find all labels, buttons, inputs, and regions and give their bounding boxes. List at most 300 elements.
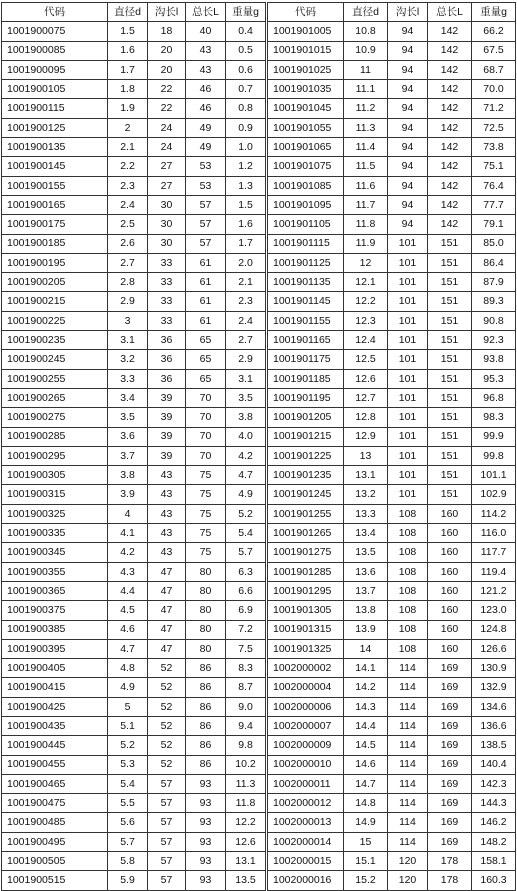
cell-diameter: 10.8 <box>344 22 388 41</box>
cell-flute-length: 101 <box>388 446 428 465</box>
cell-total-length: 178 <box>428 852 472 871</box>
cell-weight: 3.1 <box>226 369 266 388</box>
cell-flute-length: 108 <box>388 620 428 639</box>
cell-flute-length: 47 <box>148 562 186 581</box>
cell-diameter: 14.2 <box>344 678 388 697</box>
cell-flute-length: 94 <box>388 176 428 195</box>
cell-code: 1001900115 <box>2 99 108 118</box>
cell-diameter: 14.5 <box>344 736 388 755</box>
cell-code: 1001901125 <box>268 253 344 272</box>
cell-diameter: 15.1 <box>344 852 388 871</box>
cell-code: 1001900075 <box>2 22 108 41</box>
cell-diameter: 13.4 <box>344 524 388 543</box>
header-total-length: 总长L <box>186 3 226 22</box>
cell-total-length: 151 <box>428 408 472 427</box>
cell-diameter: 5.7 <box>108 832 148 851</box>
table-row <box>268 138 516 157</box>
table-row <box>268 176 516 195</box>
cell-total-length: 70 <box>186 408 226 427</box>
cell-diameter: 3.6 <box>108 427 148 446</box>
cell-total-length: 142 <box>428 118 472 137</box>
cell-weight: 142.3 <box>472 774 516 793</box>
cell-code: 1001900495 <box>2 832 108 851</box>
cell-weight: 9.4 <box>226 716 266 735</box>
table-row <box>2 697 266 716</box>
cell-total-length: 142 <box>428 215 472 234</box>
table-row <box>268 369 516 388</box>
table-row <box>268 813 516 832</box>
cell-diameter: 11.9 <box>344 234 388 253</box>
table-row <box>268 852 516 871</box>
cell-code: 1002000002 <box>268 659 344 678</box>
table-row <box>268 543 516 562</box>
cell-code: 1001900515 <box>2 871 108 890</box>
cell-weight: 75.1 <box>472 157 516 176</box>
cell-weight: 71.2 <box>472 99 516 118</box>
cell-total-length: 43 <box>186 60 226 79</box>
cell-weight: 98.3 <box>472 408 516 427</box>
cell-weight: 6.9 <box>226 601 266 620</box>
cell-flute-length: 20 <box>148 41 186 60</box>
cell-weight: 99.8 <box>472 446 516 465</box>
cell-flute-length: 94 <box>388 80 428 99</box>
cell-diameter: 5.4 <box>108 774 148 793</box>
cell-flute-length: 52 <box>148 659 186 678</box>
cell-total-length: 151 <box>428 292 472 311</box>
cell-diameter: 3.5 <box>108 408 148 427</box>
cell-weight: 1.5 <box>226 195 266 214</box>
table-row <box>2 80 266 99</box>
cell-weight: 146.2 <box>472 813 516 832</box>
cell-diameter: 13.5 <box>344 543 388 562</box>
table-row <box>2 601 266 620</box>
table-row <box>2 41 266 60</box>
cell-diameter: 3 <box>108 311 148 330</box>
table-row <box>268 80 516 99</box>
cell-flute-length: 101 <box>388 234 428 253</box>
cell-diameter: 2.3 <box>108 176 148 195</box>
table-row <box>268 562 516 581</box>
cell-code: 1002000004 <box>268 678 344 697</box>
cell-total-length: 80 <box>186 601 226 620</box>
table-row <box>2 716 266 735</box>
cell-total-length: 61 <box>186 311 226 330</box>
cell-flute-length: 108 <box>388 524 428 543</box>
cell-code: 1001900155 <box>2 176 108 195</box>
cell-weight: 132.9 <box>472 678 516 697</box>
cell-code: 1001901145 <box>268 292 344 311</box>
cell-flute-length: 101 <box>388 388 428 407</box>
cell-flute-length: 114 <box>388 678 428 697</box>
cell-total-length: 57 <box>186 215 226 234</box>
header-diameter: 直径d <box>108 3 148 22</box>
cell-total-length: 80 <box>186 581 226 600</box>
cell-code: 1001901055 <box>268 118 344 137</box>
cell-total-length: 169 <box>428 794 472 813</box>
cell-code: 1001901185 <box>268 369 344 388</box>
table-row <box>268 311 516 330</box>
table-row <box>2 138 266 157</box>
cell-total-length: 93 <box>186 813 226 832</box>
cell-weight: 160.3 <box>472 871 516 890</box>
cell-flute-length: 108 <box>388 601 428 620</box>
cell-flute-length: 108 <box>388 562 428 581</box>
cell-weight: 119.4 <box>472 562 516 581</box>
table-row <box>2 678 266 697</box>
cell-flute-length: 94 <box>388 138 428 157</box>
cell-code: 1001900275 <box>2 408 108 427</box>
table-row <box>2 408 266 427</box>
table-row <box>2 504 266 523</box>
cell-code: 1001901155 <box>268 311 344 330</box>
cell-code: 1001901195 <box>268 388 344 407</box>
cell-flute-length: 57 <box>148 852 186 871</box>
cell-code: 1001900255 <box>2 369 108 388</box>
table-row <box>268 427 516 446</box>
cell-weight: 73.8 <box>472 138 516 157</box>
cell-total-length: 151 <box>428 350 472 369</box>
table-row <box>2 581 266 600</box>
cell-diameter: 11.5 <box>344 157 388 176</box>
cell-code: 1001900195 <box>2 253 108 272</box>
cell-diameter: 13.2 <box>344 485 388 504</box>
cell-code: 1001900325 <box>2 504 108 523</box>
cell-weight: 8.3 <box>226 659 266 678</box>
cell-total-length: 80 <box>186 639 226 658</box>
cell-total-length: 93 <box>186 774 226 793</box>
cell-total-length: 151 <box>428 234 472 253</box>
table-row <box>2 813 266 832</box>
cell-diameter: 15.2 <box>344 871 388 890</box>
table-row <box>2 871 266 890</box>
cell-weight: 3.8 <box>226 408 266 427</box>
cell-flute-length: 52 <box>148 678 186 697</box>
cell-code: 1001900345 <box>2 543 108 562</box>
cell-total-length: 142 <box>428 60 472 79</box>
table-row <box>268 253 516 272</box>
cell-weight: 140.4 <box>472 755 516 774</box>
cell-flute-length: 24 <box>148 138 186 157</box>
cell-diameter: 1.5 <box>108 22 148 41</box>
cell-diameter: 4.5 <box>108 601 148 620</box>
cell-total-length: 160 <box>428 601 472 620</box>
cell-weight: 2.3 <box>226 292 266 311</box>
cell-flute-length: 114 <box>388 716 428 735</box>
cell-total-length: 160 <box>428 581 472 600</box>
cell-diameter: 13.3 <box>344 504 388 523</box>
cell-flute-length: 57 <box>148 832 186 851</box>
cell-total-length: 142 <box>428 41 472 60</box>
cell-weight: 121.2 <box>472 581 516 600</box>
cell-flute-length: 101 <box>388 485 428 504</box>
cell-total-length: 160 <box>428 562 472 581</box>
cell-diameter: 3.7 <box>108 446 148 465</box>
cell-total-length: 70 <box>186 427 226 446</box>
table-row <box>268 716 516 735</box>
table-row <box>268 118 516 137</box>
cell-diameter: 13.8 <box>344 601 388 620</box>
cell-diameter: 12 <box>344 253 388 272</box>
cell-weight: 9.0 <box>226 697 266 716</box>
header-row <box>268 3 516 22</box>
table-row <box>2 253 266 272</box>
cell-flute-length: 52 <box>148 755 186 774</box>
cell-total-length: 57 <box>186 234 226 253</box>
cell-code: 1002000007 <box>268 716 344 735</box>
cell-total-length: 75 <box>186 504 226 523</box>
header-flute-length: 沟长l <box>148 3 186 22</box>
cell-total-length: 93 <box>186 871 226 890</box>
table-row <box>2 620 266 639</box>
cell-diameter: 12.5 <box>344 350 388 369</box>
cell-weight: 87.9 <box>472 273 516 292</box>
cell-code: 1001900475 <box>2 794 108 813</box>
cell-code: 1001900485 <box>2 813 108 832</box>
table-row <box>268 832 516 851</box>
cell-diameter: 12.4 <box>344 331 388 350</box>
cell-code: 1001901075 <box>268 157 344 176</box>
cell-total-length: 43 <box>186 41 226 60</box>
cell-weight: 2.1 <box>226 273 266 292</box>
table-row <box>2 485 266 504</box>
cell-code: 1001900355 <box>2 562 108 581</box>
cell-diameter: 5.9 <box>108 871 148 890</box>
cell-weight: 134.6 <box>472 697 516 716</box>
cell-flute-length: 43 <box>148 485 186 504</box>
cell-flute-length: 57 <box>148 794 186 813</box>
cell-weight: 66.2 <box>472 22 516 41</box>
cell-diameter: 14.8 <box>344 794 388 813</box>
cell-flute-length: 43 <box>148 524 186 543</box>
cell-diameter: 14.4 <box>344 716 388 735</box>
cell-code: 1001901085 <box>268 176 344 195</box>
cell-total-length: 80 <box>186 562 226 581</box>
cell-weight: 158.1 <box>472 852 516 871</box>
cell-weight: 2.9 <box>226 350 266 369</box>
cell-weight: 1.7 <box>226 234 266 253</box>
header-total-length: 总长L <box>428 3 472 22</box>
cell-flute-length: 114 <box>388 832 428 851</box>
cell-weight: 0.9 <box>226 118 266 137</box>
cell-total-length: 93 <box>186 832 226 851</box>
table-row <box>268 774 516 793</box>
table-row <box>2 852 266 871</box>
table-row <box>2 331 266 350</box>
cell-total-length: 142 <box>428 157 472 176</box>
cell-diameter: 14.9 <box>344 813 388 832</box>
cell-flute-length: 94 <box>388 157 428 176</box>
header-code: 代码 <box>268 3 344 22</box>
cell-diameter: 15 <box>344 832 388 851</box>
cell-total-length: 75 <box>186 466 226 485</box>
cell-total-length: 46 <box>186 80 226 99</box>
cell-weight: 12.2 <box>226 813 266 832</box>
cell-total-length: 169 <box>428 832 472 851</box>
cell-diameter: 4.1 <box>108 524 148 543</box>
table-row <box>268 157 516 176</box>
cell-weight: 7.2 <box>226 620 266 639</box>
cell-diameter: 4.8 <box>108 659 148 678</box>
cell-diameter: 2.1 <box>108 138 148 157</box>
table-row <box>268 504 516 523</box>
cell-code: 1001900435 <box>2 716 108 735</box>
cell-flute-length: 57 <box>148 813 186 832</box>
cell-weight: 0.8 <box>226 99 266 118</box>
cell-code: 1002000006 <box>268 697 344 716</box>
cell-weight: 11.8 <box>226 794 266 813</box>
cell-total-length: 151 <box>428 331 472 350</box>
cell-weight: 72.5 <box>472 118 516 137</box>
cell-code: 1001900085 <box>2 41 108 60</box>
cell-code: 1001900245 <box>2 350 108 369</box>
cell-weight: 124.8 <box>472 620 516 639</box>
cell-diameter: 13.9 <box>344 620 388 639</box>
cell-flute-length: 39 <box>148 427 186 446</box>
cell-total-length: 93 <box>186 852 226 871</box>
cell-diameter: 3.9 <box>108 485 148 504</box>
table-row <box>268 446 516 465</box>
cell-code: 1001900335 <box>2 524 108 543</box>
cell-code: 1001900395 <box>2 639 108 658</box>
cell-diameter: 1.8 <box>108 80 148 99</box>
cell-weight: 77.7 <box>472 195 516 214</box>
cell-code: 1001900415 <box>2 678 108 697</box>
table-row <box>268 659 516 678</box>
cell-total-length: 160 <box>428 620 472 639</box>
cell-flute-length: 114 <box>388 697 428 716</box>
cell-flute-length: 94 <box>388 22 428 41</box>
cell-total-length: 86 <box>186 697 226 716</box>
cell-total-length: 70 <box>186 388 226 407</box>
table-row <box>2 369 266 388</box>
table-row <box>2 22 266 41</box>
cell-total-length: 57 <box>186 195 226 214</box>
cell-total-length: 151 <box>428 311 472 330</box>
table-row <box>2 659 266 678</box>
cell-weight: 12.6 <box>226 832 266 851</box>
cell-code: 1001900365 <box>2 581 108 600</box>
cell-flute-length: 43 <box>148 466 186 485</box>
cell-code: 1001901275 <box>268 543 344 562</box>
cell-diameter: 2.2 <box>108 157 148 176</box>
cell-total-length: 169 <box>428 736 472 755</box>
cell-code: 1001901215 <box>268 427 344 446</box>
cell-flute-length: 101 <box>388 311 428 330</box>
cell-weight: 126.6 <box>472 639 516 658</box>
cell-weight: 114.2 <box>472 504 516 523</box>
cell-flute-length: 114 <box>388 774 428 793</box>
cell-weight: 4.9 <box>226 485 266 504</box>
cell-diameter: 4.4 <box>108 581 148 600</box>
cell-flute-length: 101 <box>388 427 428 446</box>
cell-flute-length: 20 <box>148 60 186 79</box>
table-row <box>2 832 266 851</box>
cell-weight: 89.3 <box>472 292 516 311</box>
cell-diameter: 11.6 <box>344 176 388 195</box>
cell-flute-length: 101 <box>388 466 428 485</box>
cell-code: 1001901095 <box>268 195 344 214</box>
cell-diameter: 14.3 <box>344 697 388 716</box>
cell-weight: 1.0 <box>226 138 266 157</box>
cell-code: 1001901165 <box>268 331 344 350</box>
cell-code: 1001900285 <box>2 427 108 446</box>
cell-weight: 117.7 <box>472 543 516 562</box>
cell-flute-length: 101 <box>388 292 428 311</box>
cell-total-length: 53 <box>186 176 226 195</box>
cell-flute-length: 114 <box>388 736 428 755</box>
cell-code: 1002000011 <box>268 774 344 793</box>
cell-weight: 0.4 <box>226 22 266 41</box>
cell-weight: 116.0 <box>472 524 516 543</box>
cell-code: 1001901005 <box>268 22 344 41</box>
cell-weight: 79.1 <box>472 215 516 234</box>
cell-code: 1001900315 <box>2 485 108 504</box>
cell-diameter: 11 <box>344 60 388 79</box>
cell-weight: 4.7 <box>226 466 266 485</box>
cell-flute-length: 52 <box>148 716 186 735</box>
cell-weight: 138.5 <box>472 736 516 755</box>
cell-weight: 4.0 <box>226 427 266 446</box>
cell-code: 1001901135 <box>268 273 344 292</box>
table-row <box>2 311 266 330</box>
cell-flute-length: 94 <box>388 118 428 137</box>
cell-code: 1001900505 <box>2 852 108 871</box>
cell-flute-length: 33 <box>148 273 186 292</box>
cell-flute-length: 94 <box>388 41 428 60</box>
cell-weight: 2.4 <box>226 311 266 330</box>
cell-flute-length: 30 <box>148 215 186 234</box>
cell-weight: 67.5 <box>472 41 516 60</box>
cell-code: 1002000013 <box>268 813 344 832</box>
cell-flute-length: 47 <box>148 639 186 658</box>
table-row <box>268 736 516 755</box>
cell-flute-length: 94 <box>388 195 428 214</box>
cell-total-length: 142 <box>428 99 472 118</box>
cell-total-length: 142 <box>428 80 472 99</box>
cell-code: 1001901245 <box>268 485 344 504</box>
cell-code: 1001900305 <box>2 466 108 485</box>
cell-total-length: 80 <box>186 620 226 639</box>
cell-diameter: 14 <box>344 639 388 658</box>
cell-diameter: 4.2 <box>108 543 148 562</box>
cell-code: 1001900095 <box>2 60 108 79</box>
cell-code: 1001900125 <box>2 118 108 137</box>
cell-weight: 99.9 <box>472 427 516 446</box>
cell-total-length: 169 <box>428 813 472 832</box>
cell-code: 1001900265 <box>2 388 108 407</box>
table-row <box>2 350 266 369</box>
cell-diameter: 11.2 <box>344 99 388 118</box>
cell-code: 1001900235 <box>2 331 108 350</box>
cell-total-length: 169 <box>428 678 472 697</box>
cell-diameter: 5.1 <box>108 716 148 735</box>
cell-diameter: 5.8 <box>108 852 148 871</box>
cell-code: 1001900375 <box>2 601 108 620</box>
cell-flute-length: 36 <box>148 350 186 369</box>
cell-weight: 10.2 <box>226 755 266 774</box>
cell-total-length: 160 <box>428 543 472 562</box>
cell-code: 1001900405 <box>2 659 108 678</box>
cell-diameter: 14.6 <box>344 755 388 774</box>
cell-code: 1001901285 <box>268 562 344 581</box>
cell-total-length: 142 <box>428 138 472 157</box>
cell-weight: 9.8 <box>226 736 266 755</box>
table-row <box>268 755 516 774</box>
spec-table-right <box>267 2 516 891</box>
cell-code: 1001901015 <box>268 41 344 60</box>
header-flute-length: 沟长l <box>388 3 428 22</box>
header-weight: 重量g <box>226 3 266 22</box>
